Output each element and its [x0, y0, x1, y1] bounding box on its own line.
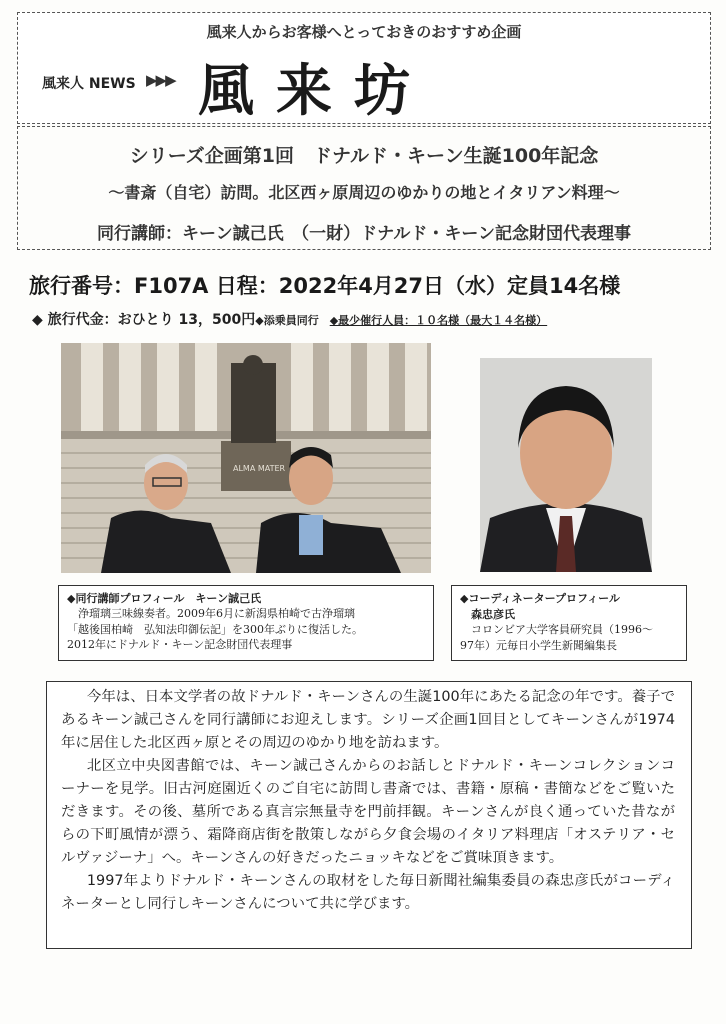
alma-mater-sign: ALMA MATER: [233, 464, 286, 473]
escort-text: ◆添乗員同行: [255, 314, 319, 327]
profile-mori: [451, 585, 687, 661]
series-header: [17, 126, 711, 250]
photo-keene-columbia: [61, 343, 431, 573]
description-box: [46, 681, 692, 949]
profile-keene: [58, 585, 434, 661]
profile-keene-text: 浄瑠璃三味線奏者。2009年6月に新潟県柏崎で古浄瑠璃 「越後国柏崎 弘知法印御伝記」を300年ぶりに復活した。 2012年にドナルド・キーン記念財団代表理事: [67, 607, 363, 651]
profile-mori-name: 森忠彦氏: [460, 608, 515, 621]
description-paragraph-3: 1997年よりドナルド・キーンさんの取材をした毎日新聞社編集委員の森忠彦氏がコーディネーターとし同行しキーンさんについて共に学びます。: [61, 873, 675, 912]
series-title: シリーズ企画第1回 ドナルド・キーン生誕100年記念: [129, 145, 599, 167]
masthead: [17, 12, 711, 124]
brand-title: 風来坊: [198, 58, 432, 124]
minimum-participants: ◆最少催行人員：１０名様（最大１４名様）: [329, 314, 548, 327]
profile-mori-heading: ◆コーディネータープロフィール: [460, 592, 620, 605]
description-paragraph-2: 北区立中央図書館では、キーン誠己さんからのお話しとドナルド・キーンコレクションコーナーを見学。旧古河庭園近くのご自宅に訪問し書斎では、書籍・原稿・書簡などをご覧いただきます。その後、墓所である真言宗無量寺を門前拝観。キーンさんが良く通っていた昔ながらの下町風情が漂う、霜降商店街を散策しながら夕食会場のイタリア料理店「オステリア・セルヴァジーナ」へ。キーンさんの好きだったニョッキなどをご賞味頂きます。: [61, 758, 675, 866]
series-subtitle: ～書斎（自宅）訪問。北区西ヶ原周辺のゆかりの地とイタリアン料理～: [108, 183, 620, 202]
photo-mori-portrait: [480, 358, 652, 572]
profile-keene-heading: ◆同行講師プロフィール キーン誠己氏: [67, 592, 262, 605]
news-label: 風来人 NEWS: [42, 76, 136, 92]
arrows-icon: ▶▶▶: [146, 71, 175, 89]
guide-line: 同行講師：キーン誠己氏 （一財）ドナルド・キーン記念財団代表理事: [97, 224, 631, 244]
trip-schedule: 旅行番号：F107A 日程：2022年4月27日（水）定員14名様: [29, 274, 621, 298]
price-line: [32, 309, 547, 329]
profile-mori-text: コロンビア大学客員研究員（1996～ 97年）元毎日小学生新聞編集長: [460, 623, 653, 652]
price-text: ◆ 旅行代金：おひとり 13，500円: [32, 312, 256, 328]
description-paragraph-1: 今年は、日本文学者の故ドナルド・キーンさんの生誕100年にあたる記念の年です。養子であるキーン誠己さんを同行講師にお迎えします。シリーズ企画1回目としてキーンさんが1974年に居住した北区西ヶ原とその周辺のゆかり地を訪ねます。: [61, 689, 675, 751]
masthead-tagline: 風来人からお客様へとっておきのおすすめ企画: [206, 23, 522, 41]
